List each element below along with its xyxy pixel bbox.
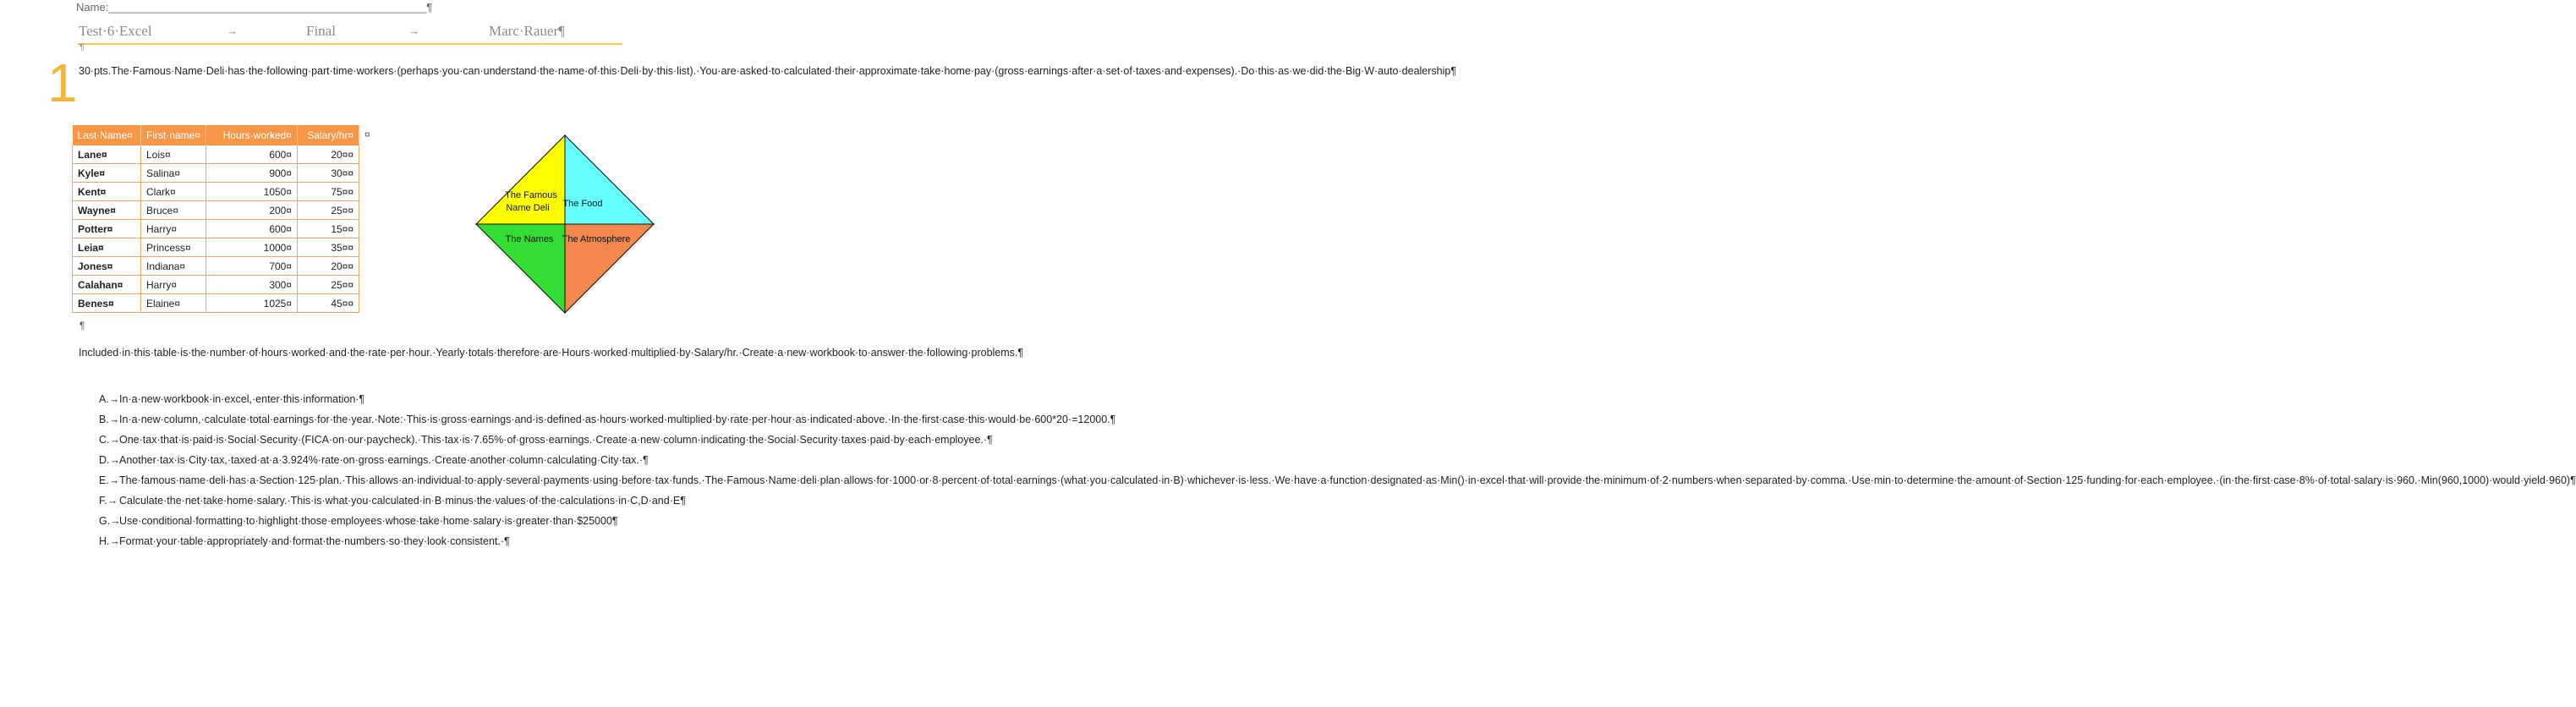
diamond-label-atmosphere: The Atmosphere (562, 234, 631, 244)
second-paragraph: Included·in·this·table·is·the·number·of·hours·worked·and·the·rate·per·hour.·Yearly·totals·therefore·are·Hours·worked·multiplied·by·Salary/hr.·Create·a·new·workbook·to·answer·the·following·problems.¶ (79, 347, 1024, 359)
deli-diamond-diagram (476, 135, 654, 313)
list-item (99, 513, 618, 529)
list-item (99, 392, 615, 407)
table-body (73, 145, 359, 313)
first-name-cell: Harry¤ (141, 276, 206, 294)
list-item (99, 473, 2576, 488)
header-row-end-mark: ¤ (364, 129, 370, 140)
col-first-name: First·name¤ (141, 125, 206, 145)
hours-cell: 1000¤ (206, 238, 298, 257)
hours-cell: 700¤ (206, 257, 298, 276)
list-item-text: Format·your·table·appropriately·and·format·the·numbers·so·they·look·consistent.·¶ (119, 535, 510, 547)
list-item (99, 452, 649, 468)
problem-list (99, 392, 2576, 554)
table-row (73, 183, 359, 201)
hours-cell: 600¤ (206, 220, 298, 238)
last-name-cell: Calahan¤ (73, 276, 141, 294)
list-item-label: E.→ (99, 474, 120, 486)
last-name-cell: Kyle¤ (73, 164, 141, 183)
salary-cell: 20¤¤ (298, 257, 359, 276)
list-item-label: G.→ (99, 515, 121, 527)
last-name-cell: Benes¤ (73, 294, 141, 313)
intro-paragraph: 30·pts.The·Famous·Name·Deli·has·the·following·part·time·workers·(perhaps·you·can·understand·the·name·of·this·Deli·by·this·list).·You·are·asked·to·calculated·their·approximate·take·home·pay·(gross·earnings·after·a·set·of·taxes·and·expenses).·Do·this·as·we·did·the·Big·W·auto·dealership¶ (79, 65, 1457, 77)
first-name-cell: Elaine¤ (141, 294, 206, 313)
list-item-label: D.→ (99, 454, 120, 466)
last-name-cell: Leia¤ (73, 238, 141, 257)
name-line: Name:____________________________________________________¶ (76, 1, 433, 14)
salary-cell: 25¤¤ (298, 276, 359, 294)
table-row (73, 276, 359, 294)
list-item (99, 534, 615, 549)
table-header-row (73, 125, 359, 145)
list-item-text: The·famous·name·deli·has·a·Section·125·plan.·This·allows·an·individual·to·apply·several·payments·using·before·tax·funds.·The·Famous·Name·deli·plan·allows·for·1000·or·8·percent·of·total·earnings·(what·you·calculated·in·B)·whichever·is·less.·We·have·a·function·designated·as·Min()·in·excel·that·will·provide·the·minimum·of·2·numbers·when·separated·by·comma.·Use·min·to·determine·the·amount·of·Section·125·funding·for·each·employee.·(in·the·first·case·8%·of·total·salary·is·960.·Min(960,1000)·would·yield·960)¶ (119, 474, 2576, 486)
hours-cell: 200¤ (206, 201, 298, 220)
salary-cell: 15¤¤ (298, 220, 359, 238)
list-item-text: Calculate·the·net·take·home·salary.·This·is·what·you·calculated·in·B·minus·the·values·of·the·calculations·in·C,D·and·E¶ (119, 495, 686, 507)
first-name-cell: Princess¤ (141, 238, 206, 257)
salary-cell: 25¤¤ (298, 201, 359, 220)
last-name-cell: Jones¤ (73, 257, 141, 276)
salary-cell: 30¤¤ (298, 164, 359, 183)
table-row (73, 201, 359, 220)
col-hours-worked: Hours·worked¤ (206, 125, 298, 145)
col-last-name: Last·Name¤ (73, 125, 141, 145)
table-row (73, 220, 359, 238)
header-test-title: Test·6·Excel (79, 23, 152, 39)
salary-cell: 35¤¤ (298, 238, 359, 257)
list-item-text: One·tax·that·is·paid·is·Social·Security·(FICA·on·our·paycheck).·This·tax·is·7.65%·of·gross·earnings.·Create·a·new·column·indicating·the·Social·Security·taxes·paid·by·each·employee.·¶ (119, 434, 993, 446)
list-item (99, 412, 1116, 427)
salary-cell: 75¤¤ (298, 183, 359, 201)
after-table-pilcrow: ¶ (79, 320, 85, 332)
last-name-cell: Lane¤ (73, 145, 141, 164)
list-item-label: F.→ (99, 495, 118, 507)
hours-cell: 1025¤ (206, 294, 298, 313)
hours-cell: 600¤ (206, 145, 298, 164)
salary-cell: 20¤¤ (298, 145, 359, 164)
list-item-text: In·a·new·workbook·in·excel,·enter·this·information·¶ (119, 393, 365, 405)
last-name-cell: Wayne¤ (73, 201, 141, 220)
diamond-label-names: The Names (505, 234, 554, 244)
last-name-cell: Kent¤ (73, 183, 141, 201)
workers-table (72, 125, 359, 313)
col-salary-hr: Salary/hr¤ (298, 125, 359, 145)
header-arrow-2: → (408, 25, 419, 37)
list-item-text: Another·tax·is·City·tax,·taxed·at·a·3.924%·rate·on·gross·earnings.·Create·another·column·calculating·City·tax.·¶ (119, 454, 649, 466)
list-item-label: A.→ (99, 393, 120, 405)
list-item-label: B.→ (99, 414, 120, 425)
table-row (73, 145, 359, 164)
list-item (99, 432, 993, 447)
header-final: Final (306, 23, 336, 39)
header-author: Marc·Rauer¶ (489, 23, 565, 39)
diamond-label-food: The Food (562, 199, 603, 209)
list-item-text: Use·conditional·formatting·to·highlight·those·employees·whose·take·home·salary·is·greater·than·$25000¶ (119, 515, 618, 527)
first-name-cell: Indiana¤ (141, 257, 206, 276)
question-number: 1 (47, 52, 78, 113)
hours-cell: 900¤ (206, 164, 298, 183)
list-item (99, 493, 686, 508)
table-row (73, 164, 359, 183)
first-name-cell: Clark¤ (141, 183, 206, 201)
diamond-cyan-quadrant (565, 135, 654, 224)
diamond-label-famous-line1: The Famous (505, 190, 557, 200)
hours-cell: 300¤ (206, 276, 298, 294)
diamond-label-famous-line2: Name Deli (506, 203, 550, 213)
first-name-cell: Salina¤ (141, 164, 206, 183)
header-arrow-1: → (227, 25, 238, 37)
list-item-label: C.→ (99, 434, 120, 446)
salary-cell: 45¤¤ (298, 294, 359, 313)
list-item-label: H.→ (99, 535, 120, 547)
table-row (73, 238, 359, 257)
header-rule (78, 43, 622, 45)
header-pilcrow: ¶ (79, 42, 85, 52)
hours-cell: 1050¤ (206, 183, 298, 201)
first-name-cell: Lois¤ (141, 145, 206, 164)
table-row (73, 257, 359, 276)
list-item-text: In·a·new·column,·calculate·total·earnings·for·the·year.·Note:·This·is·gross·earnings·and·is·defined·as·hours·worked·multiplied·by·rate·per·hour·as·indicated·above.·In·the·first·case·this·would·be·600*20·=12000.¶ (119, 414, 1116, 425)
table-row (73, 294, 359, 313)
last-name-cell: Potter¤ (73, 220, 141, 238)
first-name-cell: Bruce¤ (141, 201, 206, 220)
first-name-cell: Harry¤ (141, 220, 206, 238)
